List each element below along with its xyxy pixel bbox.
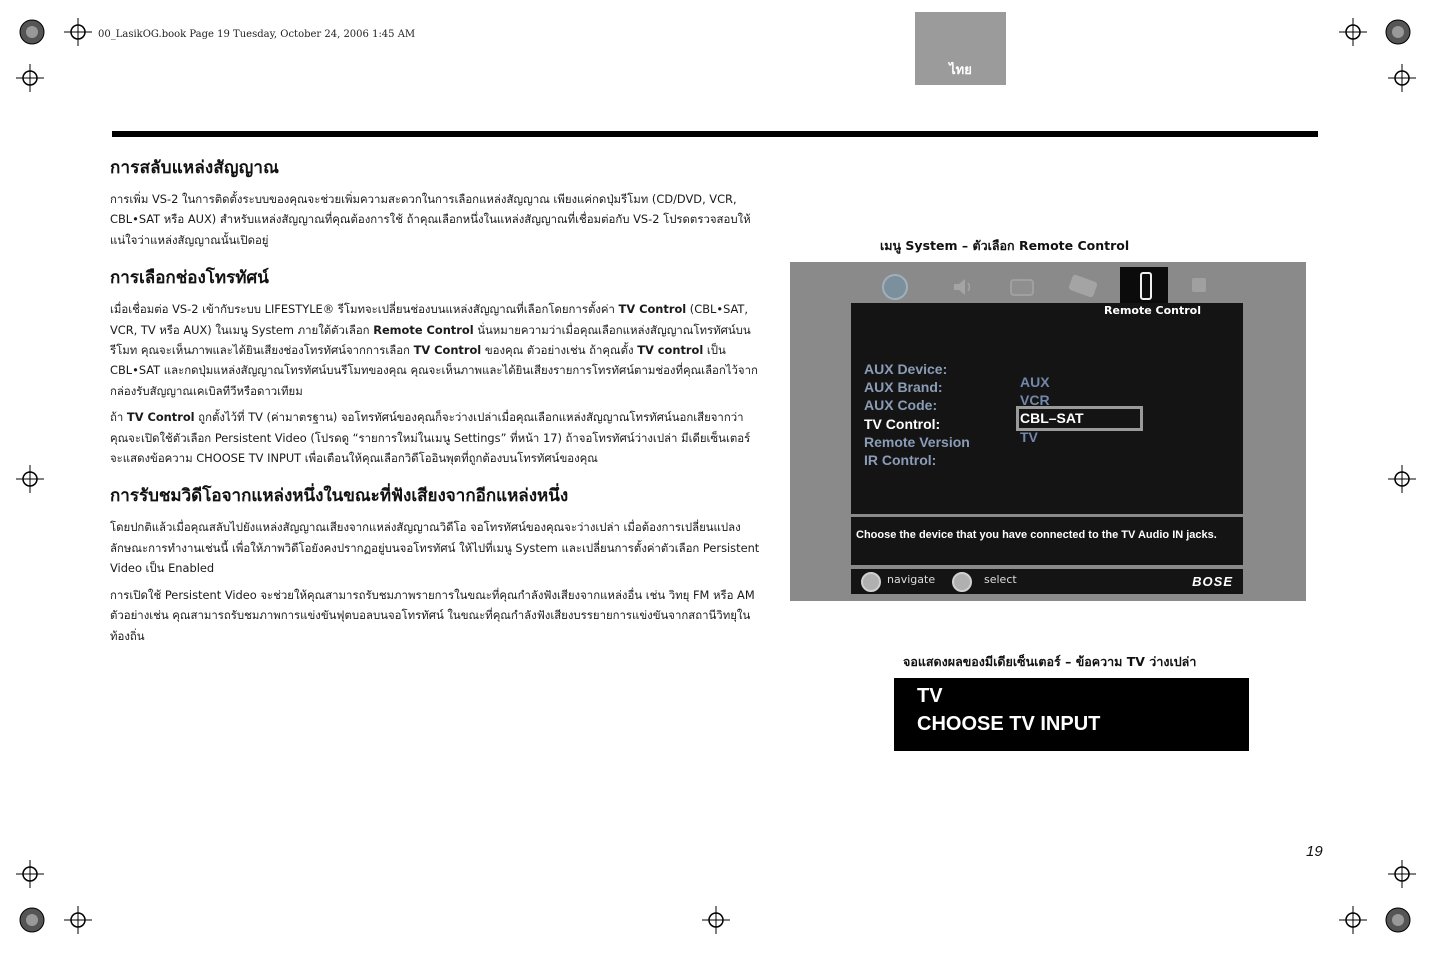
- paragraph: เมื่อเชื่อมต่อ VS-2 เข้ากับระบบ LIFESTYLE® รีโมทจะเปลี่ยนช่องบนแหล่งสัญญาณที่เลือกโดยการตั้งค่า TV Control (CBL•SAT, VCR, TV หรือ AUX) ในเมนู System ภายใต้ตัวเลือก Remote Control นั่นหมายความว่าเมื่อคุณเลือกแหล่งสัญญาณโทรทัศน์บนรีโมท คุณจะเห็นภาพและได้ยินเสียงช่องโทรทัศน์จากการเลือก TV Control ของคุณ ตัวอย่างเช่น ถ้าคุณตั้ง TV control เป็น CBL•SAT และกดปุ่มแหล่งสัญญาณโทรทัศน์บนรีโมทของคุณ คุณจะเห็นภาพและได้ยินเสียงรายการโทรทัศน์ตามช่องที่คุณเลือกไว้จากกล่องรับสัญญาณเคเบิลทีวีหรือดาวเทียม: [110, 302, 758, 398]
- tv-control-options: [1019, 373, 1140, 446]
- paragraph: ถ้า TV Control ถูกตั้งไว้ที่ TV (ค่ามาตรฐาน) จอโทรทัศน์ของคุณก็จะว่างเปล่าเมื่อคุณเลือกแหล่งสัญญาณโทรทัศน์นอกเสียจากว่าคุณจะเปิดใช้ตัวเลือก Persistent Video (โปรดดู “รายการใหม่ในเมนู Settings” ที่หน้า 17) ถ้าจอโทรทัศน์ว่างเปล่า มีเดียเซ็นเตอร์จะแสดงข้อความ CHOOSE TV INPUT เพื่อเตือนให้คุณเลือกวิดีโออินพุตที่ถูกต้องบนโทรทัศน์ของคุณ: [110, 410, 751, 466]
- tag-icon: [1068, 274, 1098, 298]
- remote-icon: [1140, 272, 1152, 300]
- file-info-header: 00_LasikOG.book Page 19 Tuesday, October 24, 2006 1:45 AM: [98, 29, 416, 40]
- top-rule: [112, 131, 1318, 137]
- figure-caption-media-center-display: จอแสดงผลของมีเดียเซ็นเตอร์ – ข้อความ TV ว่างเปล่า: [903, 654, 1197, 669]
- section-title-persistent-video: การรับชมวิดีโอจากแหล่งหนึ่งในขณะที่ฟังเสียงจากอีกแหล่งหนึ่ง: [110, 486, 569, 507]
- paragraph: การเพิ่ม VS-2 ในการติดตั้งระบบของคุณจะช่วยเพิ่มความสะดวกในการเลือกแหล่งสัญญาณ เพียงแค่กดปุ่มรีโมท (CD/DVD, VCR, CBL•SAT หรือ AUX) สำหรับแหล่งสัญญาณที่คุณต้องการใช้ ถ้าคุณเลือกหนึ่งในแหล่งสัญญาณที่เชื่อมต่อกับ VS-2 โปรดตรวจสอบให้แน่ใจว่าแหล่งสัญญาณนั้นเปิดอยู่: [110, 192, 751, 247]
- crosshair-icon: [1388, 64, 1416, 92]
- label-aux-device: AUX Device:: [864, 361, 948, 377]
- media-center-display: [894, 678, 1249, 751]
- option-tv: TV: [1020, 428, 1038, 445]
- panel-title: Remote Control: [1104, 304, 1201, 317]
- paragraph: การเปิดใช้ Persistent Video จะช่วยให้คุณสามารถรับชมภาพรายการในขณะที่คุณกำลังฟังเสียงจากแหล่งอื่น เช่น วิทยุ FM หรือ AM ตัวอย่างเช่น คุณสามารถรับชมภาพการแข่งขันฟุตบอลบนจอโทรทัศน์ ในขณะที่คุณกำลังฟังเสียงบรรยายการแข่งขันจากสถานีวิทยุในท้องถิ่น: [110, 587, 755, 643]
- section-title-tv-channel: การเลือกช่องโทรทัศน์: [110, 268, 269, 289]
- crosshair-icon: [64, 906, 92, 934]
- crosshair-icon: [1339, 18, 1367, 46]
- option-vcr: VCR: [1020, 392, 1050, 409]
- disc-icon: [882, 274, 908, 300]
- crosshair-icon: [16, 860, 44, 888]
- label-tv-control: TV Control:: [864, 415, 941, 432]
- registration-mark-icon: [1384, 906, 1412, 934]
- navigate-pad-icon: [861, 572, 881, 592]
- display-line-2: CHOOSE TV INPUT: [917, 713, 1101, 735]
- crosshair-icon: [1388, 860, 1416, 888]
- section-title-source-switching: การสลับแหล่งสัญญาณ: [110, 158, 280, 178]
- label-ir-control: IR Control:: [864, 452, 937, 469]
- paragraph: โดยปกติแล้วเมื่อคุณสลับไปยังแหล่งสัญญาณเสียงจากแหล่งสัญญาณวิดีโอ จอโทรทัศน์ของคุณจะว่างเปล่า เมื่อต้องการเปลี่ยนแปลงลักษณะการทำงานเช่นนี้ เพื่อให้ภาพวิดีโอยังคงปรากฏอยู่บนจอโทรทัศน์ ให้ไปที่เมนู System และเปลี่ยนการตั้งค่าตัวเลือก Persistent Video เป็น Enabled: [110, 520, 760, 576]
- option-cbl-sat-selected: CBL–SAT: [1019, 409, 1140, 427]
- crosshair-icon: [1339, 906, 1367, 934]
- setting-labels: [864, 360, 970, 469]
- page-number: 19: [1306, 843, 1323, 860]
- crosshair-icon: [1388, 465, 1416, 493]
- nav-hint-bar: [851, 569, 1243, 594]
- registration-mark-icon: [18, 906, 46, 934]
- select-label: select: [984, 573, 1017, 586]
- remote-control-menu-screenshot: [790, 262, 1306, 601]
- label-remote-version: Remote Version: [864, 433, 970, 450]
- language-tab: [915, 12, 1006, 85]
- crosshair-icon: [64, 18, 92, 46]
- lock-icon: [1192, 278, 1206, 292]
- navigate-label: navigate: [887, 573, 936, 586]
- display-line-1: TV: [917, 685, 943, 707]
- registration-mark-icon: [18, 18, 46, 46]
- remote-control-panel: [851, 303, 1243, 514]
- main-text-column: [110, 150, 760, 652]
- option-aux: AUX: [1020, 374, 1050, 390]
- language-tab-label: ไทย: [949, 63, 972, 78]
- label-aux-brand: AUX Brand:: [864, 379, 943, 396]
- select-pad-icon: [952, 572, 972, 592]
- bose-logo: BOSE: [1192, 574, 1233, 589]
- crosshair-icon: [16, 64, 44, 92]
- settings-box-icon: [1010, 279, 1034, 296]
- crosshair-icon: [702, 906, 730, 934]
- figure-caption-system-menu: เมนู System – ตัวเลือก Remote Control: [880, 238, 1130, 253]
- registration-mark-icon: [1384, 18, 1412, 46]
- speaker-icon: [950, 274, 976, 300]
- label-aux-code: AUX Code:: [864, 397, 938, 414]
- help-message: Choose the device that you have connected to the TV Audio IN jacks.: [851, 517, 1243, 565]
- crosshair-icon: [16, 465, 44, 493]
